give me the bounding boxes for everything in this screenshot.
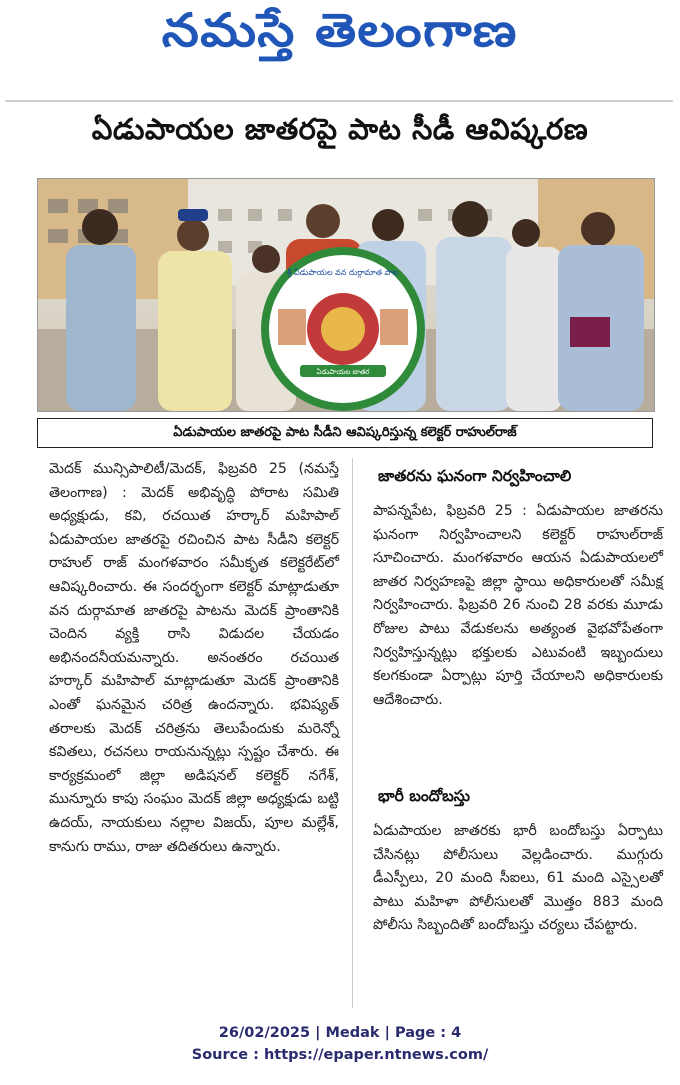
cd-label-bottom: ఏడుపాయల జాతర	[316, 368, 370, 376]
right-article-section-2	[373, 820, 663, 938]
photo-caption: ఏడుపాయల జాతరపై పాట సీడీని ఆవిష్కరిస్తున్న కలెక్టర్ రాహుల్‌రాజ్	[37, 418, 653, 448]
person-7	[506, 219, 562, 411]
column-divider	[352, 458, 353, 1008]
section-body-security: ఏడుపాయల జాతరకు భారీ బందోబస్తు ఏర్పాటు చేసినట్లు పోలీసులు వెల్లడించారు. ముగ్గురు డీఎస్పీలు, 20 మంది సీఐలు, 61 మంది ఎస్సైలతో పాటు మహిళా పోలీసులతో మొత్తం 883 మంది పోలీసు సిబ్బందితో బందోబస్తు చర్యలు చేపట్టారు.	[373, 823, 663, 934]
photo-illustration	[38, 179, 654, 411]
page-footer	[0, 1022, 680, 1066]
section-body-celebration: పాపన్నపేట, ఫిబ్రవరి 25 : ఏడుపాయల జాతరను ఘనంగా నిర్వహించాలని కలెక్టర్ రాహుల్‌రాజ్ సూచించారు. మంగళవారం ఆయన ఏడుపాయలలో జాతర నిర్వహణపై జిల్లా స్థాయి అధికారులతో సమీక్ష నిర్వహించారు. ఫిబ్రవరి 26 నుంచి 28 వరకు మూడు రోజుల పాటు వేడుకలను అత్యంత వైభవోపేతంగా నిర్వహిస్తున్నట్లు భక్తులకు ఎటువంటి ఇబ్బందులు కలగకుండా ఏర్పాట్లు పూర్తి చేయాలని అధికారులకు ఆదేశించారు.	[373, 503, 663, 708]
cd-poster	[261, 247, 425, 411]
footer-date-edition: 26/02/2025 | Medak | Page : 4	[218, 1025, 462, 1041]
cd-label-top: శ్రీ ఏడుపాయల వన దుర్గామాత పాట	[287, 268, 399, 277]
section-heading-security: భారీ బందోబస్తు	[378, 787, 471, 805]
footer-source: Source : https://epaper.ntnews.com/	[191, 1047, 489, 1063]
right-article-section-1	[373, 500, 663, 712]
news-photo	[37, 178, 655, 412]
left-article-body: మెదక్ మున్సిపాలిటీ/మెదక్, ఫిబ్రవరి 25 (నమస్తే తెలంగాణ) : మెదక్ అభివృద్ధి పోరాట సమితి అధ్యక్షుడు, కవి, రచయిత హర్కార్ మహిపాల్ ఏడుపాయల జాతరపై రచించిన పాట సీడీని కలెక్టర్ రాహుల్ రాజ్ మంగళవారం సమీకృత కలెక్టరేట్‌లో ఆవిష్కరించారు. ఈ సందర్భంగా కలెక్టర్ మాట్లాడుతూ వన దుర్గామాత జాతరపై పాటను మెదక్ ప్రాంతానికి చెందిన వ్యక్తి రాసి విడుదల చేయడం అభినందనీయమన్నారు. అనంతరం రచయిత హర్కార్ మహిపాల్ మాట్లాడుతూ మెదక్ ప్రాంతానికి ఎంతో ఘనమైన చరిత్ర ఉందన్నారు. భవిష్యత్ తరాలకు మెదక్ చరిత్రను తెలుపేందుకు మరెన్నో కవితలు, రచనలు రాయనున్నట్లు స్పష్టం చేశారు. ఈ కార్యక్రమంలో జిల్లా అడిషనల్ కలెక్టర్ నగేశ్, మున్నూరు కాపు సంఘం మెదక్ జిల్లా అధ్యక్షుడు బట్టి ఉదయ్, నాయకులు నల్లాల విజయ్, పూల మల్లేశ్, కానుగు రాము, రాజు తదితరులు ఉన్నారు.	[49, 461, 339, 855]
article-headline: ఏడుపాయల జాతరపై పాట సీడీ ఆవిష్కరణ	[91, 112, 589, 146]
masthead-title: నమస్తే తెలంగాణ	[162, 3, 518, 57]
newspaper-masthead	[0, 0, 680, 72]
left-article-column	[49, 458, 339, 859]
section-heading-celebration: జాతరను ఘనంగా నిర్వహించాలి	[378, 467, 572, 485]
